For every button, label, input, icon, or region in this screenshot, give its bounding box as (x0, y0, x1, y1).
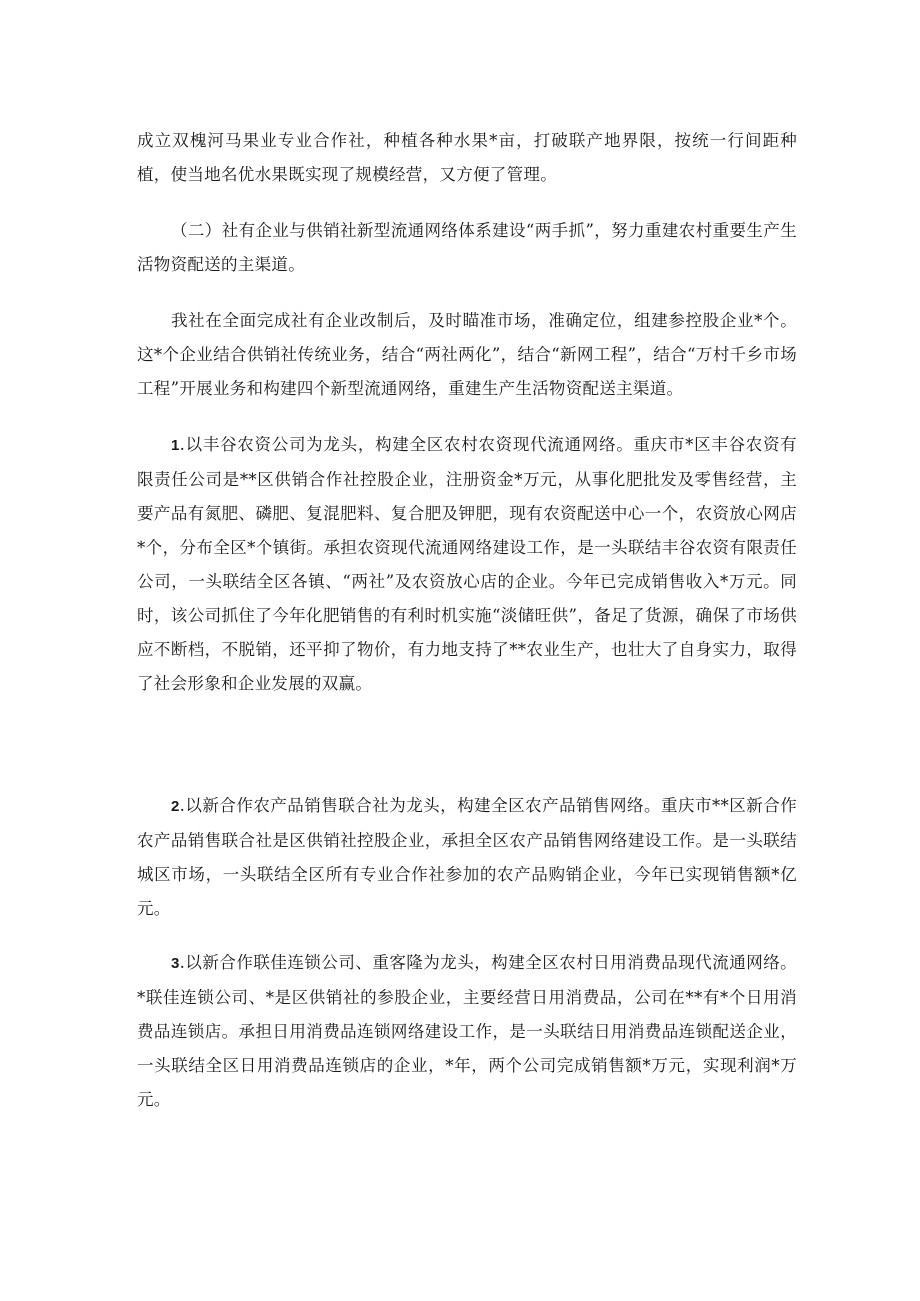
paragraph-text: （二）社有企业与供销社新型流通网络体系建设“两手抓”，努力重建农村重要生产生活物资配送的主渠道。 (137, 221, 797, 274)
numbered-item-consumer-goods (137, 946, 797, 1117)
numbered-item-fenggu (137, 428, 797, 701)
paragraph-cooperative-fruit (137, 124, 797, 192)
paragraph-text: 成立双槐河马果业专业合作社，种植各种水果*亩，打破联产地界限，按统一行间距种植，使当地名优水果既实现了规模经营，又方便了管理。 (137, 131, 797, 184)
item-number: 2 (171, 798, 180, 815)
paragraph-enterprise-reform (137, 304, 797, 406)
paragraph-text: .以新合作联佳连锁公司、重客隆为龙头，构建全区农村日用消费品现代流通网络。*联佳连锁公司、*是区供销社的参股企业，主要经营日用消费品，公司在**有*个日用消费品连锁店。承担日用消费品连锁网络建设工作，是一头联结日用消费品连锁配送企业，一头联结全区日用消费品连锁店的企业，*年，两个公司完成销售额*万元，实现利润*万元。 (137, 953, 797, 1109)
paragraph-text: .以新合作农产品销售联合社为龙头，构建全区农产品销售网络。重庆市**区新合作农产品销售联合社是区供销社控股企业，承担全区农产品销售网络建设工作。是一头联结城区市场，一头联结全区所有专业合作社参加的农产品购销企业，今年已实现销售额*亿元。 (137, 796, 797, 918)
section-heading-two-hands (137, 214, 797, 282)
paragraph-text: 我社在全面完成社有企业改制后，及时瞄准市场，准确定位，组建参控股企业*个。这*个企业结合供销社传统业务，结合“两社两化”，结合“新网工程”，结合“万村千乡市场工程”开展业务和构建四个新型流通网络，重建生产生活物资配送主渠道。 (137, 311, 797, 398)
paragraph-text: .以丰谷农资公司为龙头，构建全区农村农资现代流通网络。重庆市*区丰谷农资有限责任公司是**区供销合作社控股企业，注册资金*万元，从事化肥批发及零售经营，主要产品有氮肥、磷肥、复混肥料、复合肥及钾肥，现有农资配送中心一个，农资放心网店*个，分布全区*个镇街。承担农资现代流通网络建设工作，是一头联结丰谷农资有限责任公司，一头联结全区各镇、“两社”及农资放心店的企业。今年已完成销售收入*万元。同时，该公司抓住了今年化肥销售的有利时机实施“淡储旺供”，备足了货源，确保了市场供应不断档，不脱销，还平抑了物价，有力地支持了**农业生产，也壮大了自身实力，取得了社会形象和企业发展的双赢。 (137, 435, 797, 693)
item-number: 3 (171, 955, 180, 972)
numbered-item-agri-products (137, 789, 797, 926)
item-number: 1 (171, 437, 180, 454)
